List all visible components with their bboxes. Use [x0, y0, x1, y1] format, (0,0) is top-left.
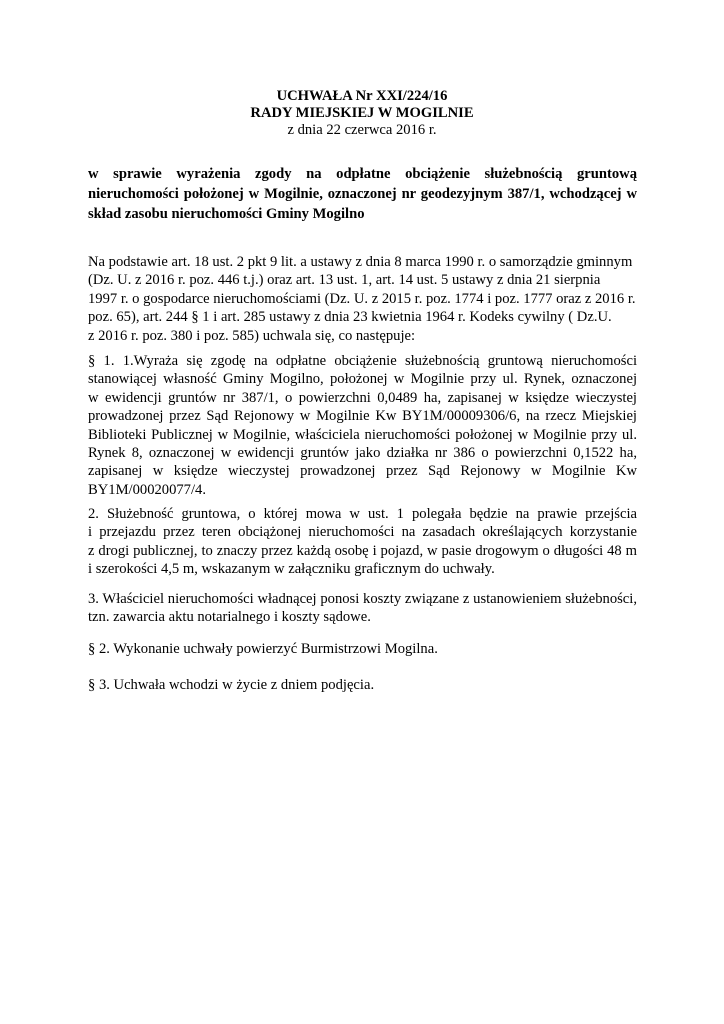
council-name: RADY MIEJSKIEJ W MOGILNIE [250, 105, 474, 121]
resolution-date: z dnia 22 czerwca 2016 r. [287, 122, 437, 138]
text-line: i przejazdu przez teren obciążonej nieruchomości na zasadach określających korzystanie [88, 524, 637, 541]
text-line: z drogi publicznej, to znaczy przez każdą osobę i pojazd, w pasie drogowym o długości 48 m [88, 542, 637, 559]
text-line: i szerokości 4,5 m, wskazanym w załączniku graficznym do uchwały. [88, 561, 495, 578]
text-line: 3. Właściciel nieruchomości władnącej ponosi koszty związane z ustanowieniem służebności, [88, 591, 637, 607]
text-line: tzn. zawarcia aktu notarialnego i koszty sądowe. [88, 609, 371, 626]
text-line: zapisanej w księdze wieczystej prowadzonej przez Sąd Rejonowy w Mogilnie Kw [88, 463, 637, 480]
text-line: Na podstawie art. 18 ust. 2 pkt 9 lit. a ustawy z dnia 8 marca 1990 r. o samorządzie gminnym [88, 254, 633, 270]
section-1-point-3 [88, 590, 637, 627]
resolution-subject: w sprawie wyrażenia zgody na odpłatne obciążenie służebnością gruntową nieruchomości położonej w Mogilnie, oznaczonej nr geodezyjnym 387/1, wchodzącej w skład zasobu nieruchomości Gminy Mogilno [88, 166, 637, 222]
text-line: Rynek 8, oznaczonej w ewidencji gruntów jako działka nr 386 o powierzchni 0,1522 ha, [88, 445, 637, 462]
text-line: BY1M/00020077/4. [88, 481, 206, 498]
text-line: w ewidencji gruntów nr 387/1, o powierzchni 0,0489 ha, zapisanej w księdze wieczystej [88, 389, 637, 406]
document-header [0, 88, 724, 139]
section-1-point-1 [88, 352, 637, 499]
section-1-point-2 [88, 505, 637, 579]
text-line: 1997 r. o gospodarce nieruchomościami (Dz. U. z 2015 r. poz. 1774 i poz. 1777 oraz z 2016 r. [88, 290, 636, 307]
text-line: z 2016 r. poz. 380 i poz. 585) uchwala się, co następuje: [88, 327, 416, 344]
legal-basis-paragraph [88, 253, 637, 345]
text-line: Biblioteki Publicznej w Mogilnie, właściciela nieruchomości położonej w Mogilnie przy ul. [88, 426, 637, 443]
text-line: prowadzonej przez Sąd Rejonowy w Mogilnie Kw BY1M/00009306/6, na rzecz Miejskiej [88, 408, 637, 425]
section-2: § 2. Wykonanie uchwały powierzyć Burmistrzowi Mogilna. [88, 641, 438, 657]
text-line: 2. Służebność gruntowa, o której mowa w ust. 1 polegała będzie na prawie przejścia [88, 506, 637, 522]
text-line: § 1. 1.Wyraża się zgodę na odpłatne obciążenie służebnością gruntową nieruchomości [88, 353, 637, 369]
text-line: (Dz. U. z 2016 r. poz. 446 t.j.) oraz art. 13 ust. 1, art. 14 ust. 5 ustawy z dnia 21 sierpnia [88, 272, 601, 289]
section-3: § 3. Uchwała wchodzi w życie z dniem podjęcia. [88, 677, 375, 693]
text-line: stanowiącej własność Gminy Mogilno, położonej w Mogilnie przy ul. Rynek, oznaczonej [88, 371, 637, 388]
resolution-number: UCHWAŁA Nr XXI/224/16 [276, 88, 448, 104]
text-line: poz. 65), art. 244 § 1 i art. 285 ustawy z dnia 23 kwietnia 1964 r. Kodeks cywilny ( Dz.U. [88, 309, 612, 326]
